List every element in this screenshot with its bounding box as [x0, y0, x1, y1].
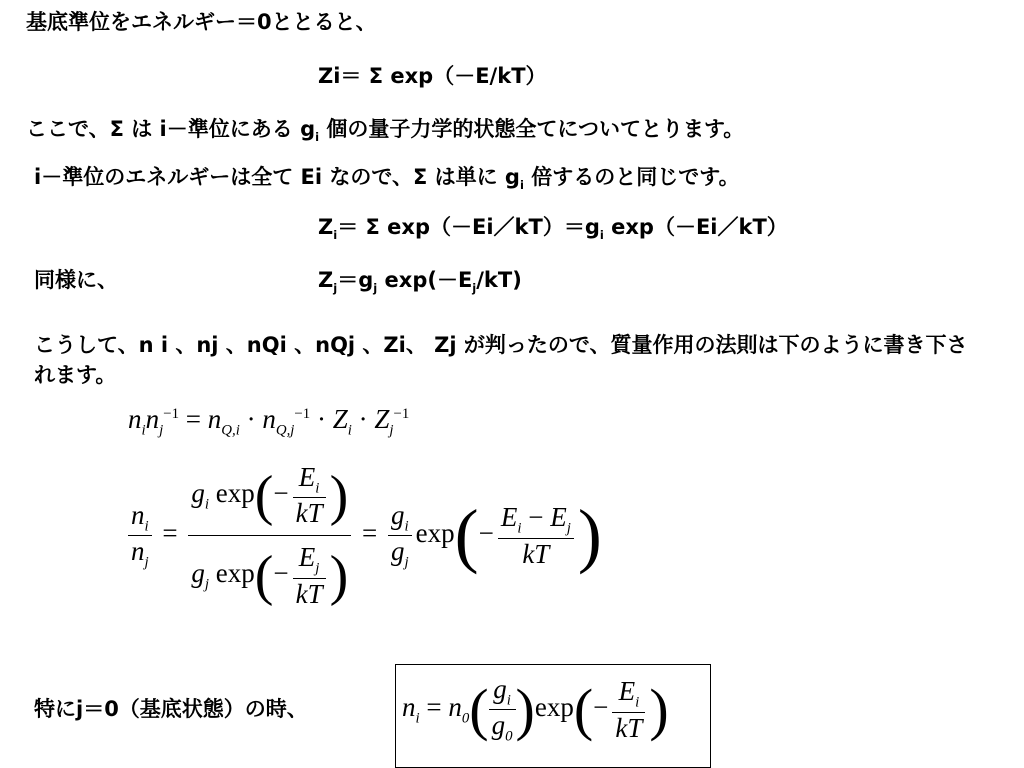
ratio-ni-nj: $\frac{n_i}{n_j}$	[128, 500, 152, 572]
boltzmann-equation: $n_i = n_0$( $\frac{g_i}{g_0}$ )exp(− $\frac{E_i}{kT}$ )	[402, 674, 669, 745]
partition-function-j: $Z_j=g_j$ $\exp(-E_j/kT)$	[318, 268, 522, 296]
energy-difference-fraction: $\frac{E_i - E_j}{kT}$	[498, 502, 574, 569]
explanation-line: ここで、Σ は i－準位にある $g_i$ 個の量子力学的状態全てについてとります。	[26, 117, 745, 145]
ratio-exp-fraction: $g_i$ exp(− $\frac{E_i}{kT}$ ) $g_j$ exp(− $\frac{E_j}{kT}$ )	[188, 462, 351, 610]
intro-line: 基底準位をエネルギー＝0ととると、	[26, 10, 377, 34]
similarly-label: 同様に、	[34, 268, 118, 292]
partition-function-i: $Z_i= \Sigma$ $\exp(-Ei/kT)=g_i$ exp（－Ei／kT）	[318, 215, 788, 243]
ground-state-label: 特にj＝0（基底状態）の時、	[34, 697, 308, 721]
energy-line: i－準位のエネルギーは全て Ei なので、Σ は単に $g_i$ 倍するのと同じです。	[34, 165, 740, 193]
ratio-gi-gj: $\frac{g_i}{g_j}$	[388, 500, 412, 572]
population-ratio-equation: $\frac{n_i}{n_j}$ = $g_i$ exp(− $\frac{E_i}{kT}$ ) $g_j$ exp(− $\frac{E_j}{kT}$ ) = $\frac{g_i}{g_j}$ exp(− $\frac{E_i - E_j}{kT}$ )	[124, 462, 602, 610]
partition-function-simple: Zi＝ Σ exp（－E/kT）	[318, 64, 547, 88]
mass-action-intro: こうして、n i 、nj 、nQi 、nQj 、Zi、 Zj が判ったので、質量作用の法則は下のように書き下されます。	[34, 333, 968, 388]
mass-action-equation: $n_in_j^{-1} = n_{Q,i} \cdot n_{Q,j}^{-1} \cdot Z_i \cdot Z_j^{-1}$	[128, 404, 410, 439]
